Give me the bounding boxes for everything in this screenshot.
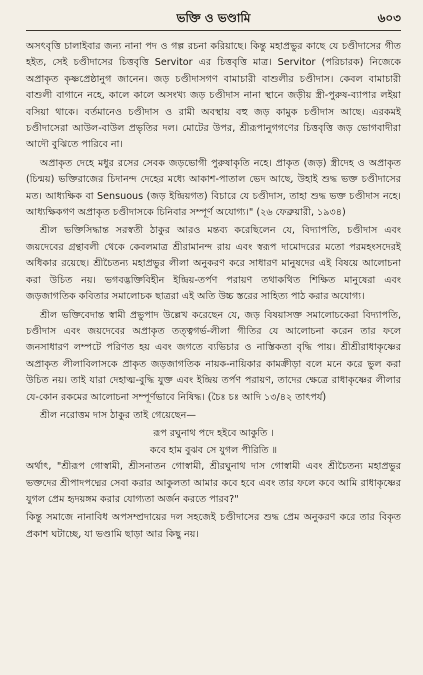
page-body [26, 39, 401, 543]
paragraph-6: অর্থাৎ, "শ্রীরূপ গোস্বামী, শ্রীসনাতন গোস্বামী, শ্রীরঘুনাথ দাস গোস্বামী এবং শ্রীচৈতন্য মহাপ্রভুর ভক্তদের শ্রীপাদপদ্মের সেবা করার আকুলতা আমার কবে হবে এবং তার ফলে কবে আমি রাধাকৃষ্ণের যুগল প্রেম হৃদয়ঙ্গম করার যোগ্যতা অর্জন করতে পারব?" [26, 461, 401, 505]
paragraph-4: শ্রীল ভক্তিবেদান্ত স্বামী প্রভুপাদ উল্লেখ করেছেন যে, জড় বিষয়াসক্ত সমালোচকেরা বিদ্যাপতি, চণ্ডীদাস এবং জয়দেবের অপ্রাকৃত তত্ত্বগর্ভ-লীলা গীতির যে আলোচনা করেন তার ফলে জনসাধারণ লম্পটে পরিণত হয় এবং জগতে ব্যভিচার ও নাস্তিকতা বৃদ্ধি পায়। শ্রীশ্রীরাধাকৃষ্ণের অপ্রাকৃত লীলাবিলাসকে প্রাকৃত জড়জাগতিক নায়ক-নায়িকার কামক্রীড়া বলে মনে করে ভুল করা উচিত নয়। তাই যারা দেহাত্ম-বুদ্ধি যুক্ত এবং ইন্দ্রিয় তর্পণ পরায়ণ, তাদের ক্ষেত্রে রাধাকৃষ্ণের লীলার যে-কোন রকমের আলোচনা সম্পূর্ণভাবে নিষিদ্ধ। (চৈঃ চঃ আদি ১৩/৪২ তাৎপর্য) [26, 309, 401, 403]
song-verse [26, 426, 401, 459]
paragraph-7: কিন্তু সমাজে নানাবিধ অপসম্প্রদায়ের দল সহজেই চণ্ডীদাসের শুদ্ধ প্রেম অনুকরণ করে তার বিকৃত প্রকাশ ঘটাচ্ছে, যা ভণ্ডামি ছাড়া আর কিছু নয়। [26, 512, 401, 540]
page-number: ৬০৩ [377, 11, 401, 25]
paragraph-5: শ্রীল নরোত্তম দাস ঠাকুর তাই গেয়েছেন— [40, 409, 196, 421]
running-title: ভক্তি ও ভণ্ডামি [176, 11, 251, 25]
verse-line-2: কবে হাম বুঝব সে যুগল পীরিতি ॥ [149, 444, 278, 456]
paragraph-1: অসৎবৃত্তি চালাইবার জন্য নানা পদ ও গল্প রচনা করিয়াছে। কিন্তু মহাপ্রভুর কাছে যে চণ্ডীদাসের গীত হইত, সেই চণ্ডীদাসের চিত্তবৃত্তি Servitor এর চিত্তবৃত্তি মাত্র। Servitor (পরিচারক) নিজেকে অপ্রাকৃত কৃষ্ণপ্রেষ্ঠানুগ জানেন। জড় চণ্ডীদাসগণ বামাচারী বাশুলীর চণ্ডীদাস। কেবল বামাচারী বাশুলী বাগানে নহে, কালে কালে অসংখ্য জড় চণ্ডীদাস নানা স্থানে জড়ীয় স্ত্রী-পুরুষ-ব্যাপার লইয়া বসিয়া থাকে। বর্তমানেও চণ্ডীদাস ও রামী অবস্থায় বহু জড় কামুক চণ্ডীদাস আছে। এরকমই চণ্ডীদাসেরা আউল-বাউল প্রভৃতির দল। মোটের উপর, শ্রীরূপানুগগণের চিত্তবৃত্তি জড় ভোগবাদীরা আদৌ বুঝিতে পারিবে না। [26, 41, 401, 151]
paragraph-2: অপ্রাকৃত দেহে মধুর রসের সেবক জড়ভোগী পুরুষাকৃতি নহে। প্রাকৃত (জড়) স্ত্রীদেহ ও অপ্রাকৃত (চিন্ময়) ভক্তিরাজের চিদানন্দ দেহের মধ্যে আকাশ-পাতাল ভেদ আছে, উহাই শুদ্ধ ভক্ত চণ্ডীদাসের মত। আধ্যক্ষিক বা Sensuous (জড় ইন্দ্রিয়গত) বিচারে যে চণ্ডীদাস, তাহা শুদ্ধ ভক্ত চণ্ডীদাস নহে। আধ্যক্ষিকগণ অপ্রাকৃত চণ্ডীদাসকে চিনিবার সম্পূর্ণ অযোগ্য।" (২৬ ফেব্রুয়ারী, ১৯৩৪) [26, 157, 401, 219]
paragraph-3: শ্রীল ভক্তিসিদ্ধান্ত সরস্বতী ঠাকুর আরও মন্তব্য করেছিলেন যে, বিদ্যাপতি, চণ্ডীদাস এবং জয়দেবের গ্রন্থাবলী থেকে কেবলমাত্র শ্রীরামানন্দ রায় এবং স্বরূপ দামোদরের মতো পরমহংসদেরই অধিকার রয়েছে। শ্রীচৈতন্য মহাপ্রভুর লীলা অনুকরণ করে সাধারণ মানুষদের এই বিষয়ে আলোচনা করা উচিত নয়। ভগবদ্ভক্তিবিহীন ইন্দ্রিয়-তর্পণ পরায়ণ তথাকথিত শিক্ষিত মানুষেরা এবং জড়জাগতিক কবিতার সমালোচক ছাত্ররা এই অতি উচ্চ স্তরের সাহিত্য পাঠ করার অযোগ্য। [26, 225, 401, 303]
page-header [26, 8, 401, 31]
verse-line-1: রূপ রঘুনাথ পদে হইবে আকুতি । [153, 428, 274, 440]
